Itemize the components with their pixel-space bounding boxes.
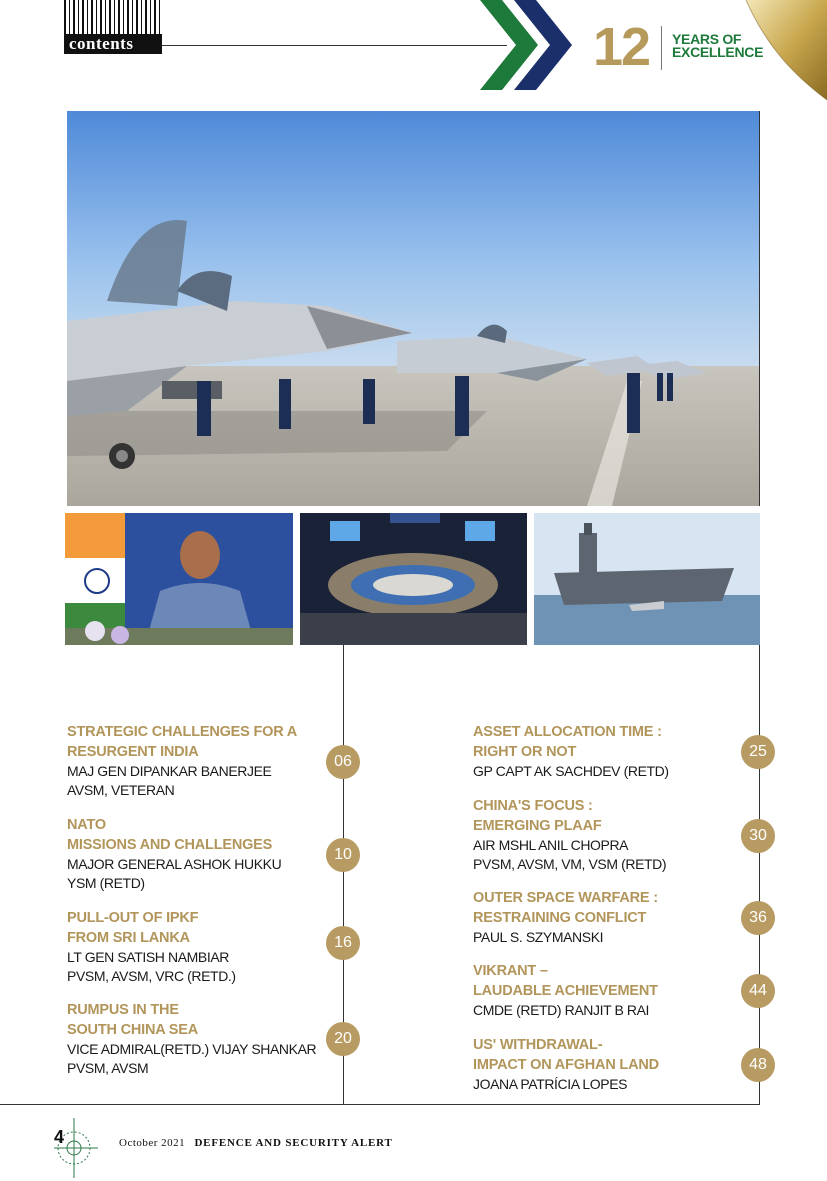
page-badge[interactable]: 44 (741, 974, 775, 1008)
footer-issue-line (119, 1137, 393, 1149)
article-title: RUMPUS IN THE SOUTH CHINA SEA (67, 1002, 198, 1038)
toc-entry[interactable] (473, 723, 733, 781)
article-title: PULL-OUT OF IPKF FROM SRI LANKA (67, 910, 199, 946)
chevron-logo-icon (480, 0, 590, 90)
page-badge[interactable]: 06 (326, 745, 360, 779)
toc-entry[interactable] (473, 889, 733, 947)
page-curl-icon (728, 0, 827, 100)
anniversary-number: 12 (593, 17, 650, 77)
article-title: US' WITHDRAWAL- IMPACT ON AFGHAN LAND (473, 1037, 659, 1073)
article-author: MAJ GEN DIPANKAR BANERJEE AVSM, VETERAN (67, 763, 272, 798)
right-rule (759, 645, 760, 1105)
article-author: VICE ADMIRAL(RETD.) VIJAY SHANKAR PVSM, AVSM (67, 1041, 317, 1076)
footer-rule (0, 1104, 760, 1105)
article-title: ASSET ALLOCATION TIME : RIGHT OR NOT (473, 724, 662, 760)
page-number: 4 (54, 1127, 65, 1147)
page-badge[interactable]: 16 (326, 926, 360, 960)
page-badge[interactable]: 36 (741, 901, 775, 935)
photo-nato-summit (300, 513, 527, 645)
page-badge[interactable]: 25 (741, 735, 775, 769)
article-author: CMDE (RETD) RANJIT B RAI (473, 1002, 650, 1018)
toc-entry[interactable] (67, 1001, 367, 1078)
footer-publication-name: DEFENCE AND SECURITY ALERT (194, 1137, 393, 1149)
toc-entry[interactable] (473, 797, 733, 874)
toc-entry[interactable] (67, 723, 367, 800)
section-label: contents (64, 34, 162, 54)
article-author: LT GEN SATISH NAMBIAR PVSM, AVSM, VRC (RETD.) (67, 949, 236, 984)
anniversary-line-2: EXCELLENCE (672, 44, 764, 60)
page-badge[interactable]: 20 (326, 1022, 360, 1056)
article-title: OUTER SPACE WARFARE : RESTRAINING CONFLICT (473, 890, 658, 926)
article-title: STRATEGIC CHALLENGES FOR A RESURGENT INDIA (67, 724, 298, 760)
article-title: NATO MISSIONS AND CHALLENGES (67, 817, 273, 853)
page-badge[interactable]: 48 (741, 1048, 775, 1082)
article-title: CHINA'S FOCUS : EMERGING PLAAF (473, 798, 602, 834)
footer-issue-date: October 2021 (119, 1137, 186, 1149)
article-author: GP CAPT AK SACHDEV (RETD) (473, 763, 669, 779)
photo-air-chief (65, 513, 293, 645)
article-author: MAJOR GENERAL ASHOK HUKKU YSM (RETD) (67, 856, 282, 891)
page-badge[interactable]: 30 (741, 819, 775, 853)
right-rule-top (759, 111, 760, 506)
toc-entry[interactable] (473, 962, 733, 1020)
page-badge[interactable]: 10 (326, 838, 360, 872)
main-photo-fighter-jets (67, 111, 759, 506)
anniversary-divider (661, 26, 662, 70)
toc-entry[interactable] (67, 816, 367, 893)
toc-entry[interactable] (67, 909, 367, 986)
article-author: JOANA PATRÍCIA LOPES (473, 1076, 628, 1092)
barcode-graphic (64, 0, 162, 34)
article-author: PAUL S. SZYMANSKI (473, 929, 604, 945)
photo-aircraft-carrier (534, 513, 760, 645)
article-title: VIKRANT – LAUDABLE ACHIEVEMENT (473, 963, 658, 999)
article-author: AIR MSHL ANIL CHOPRA PVSM, AVSM, VM, VSM (RETD) (473, 837, 667, 872)
anniversary-line-1: YEARS OF (672, 31, 742, 47)
header-rule (162, 45, 507, 46)
toc-entry[interactable] (473, 1036, 733, 1094)
